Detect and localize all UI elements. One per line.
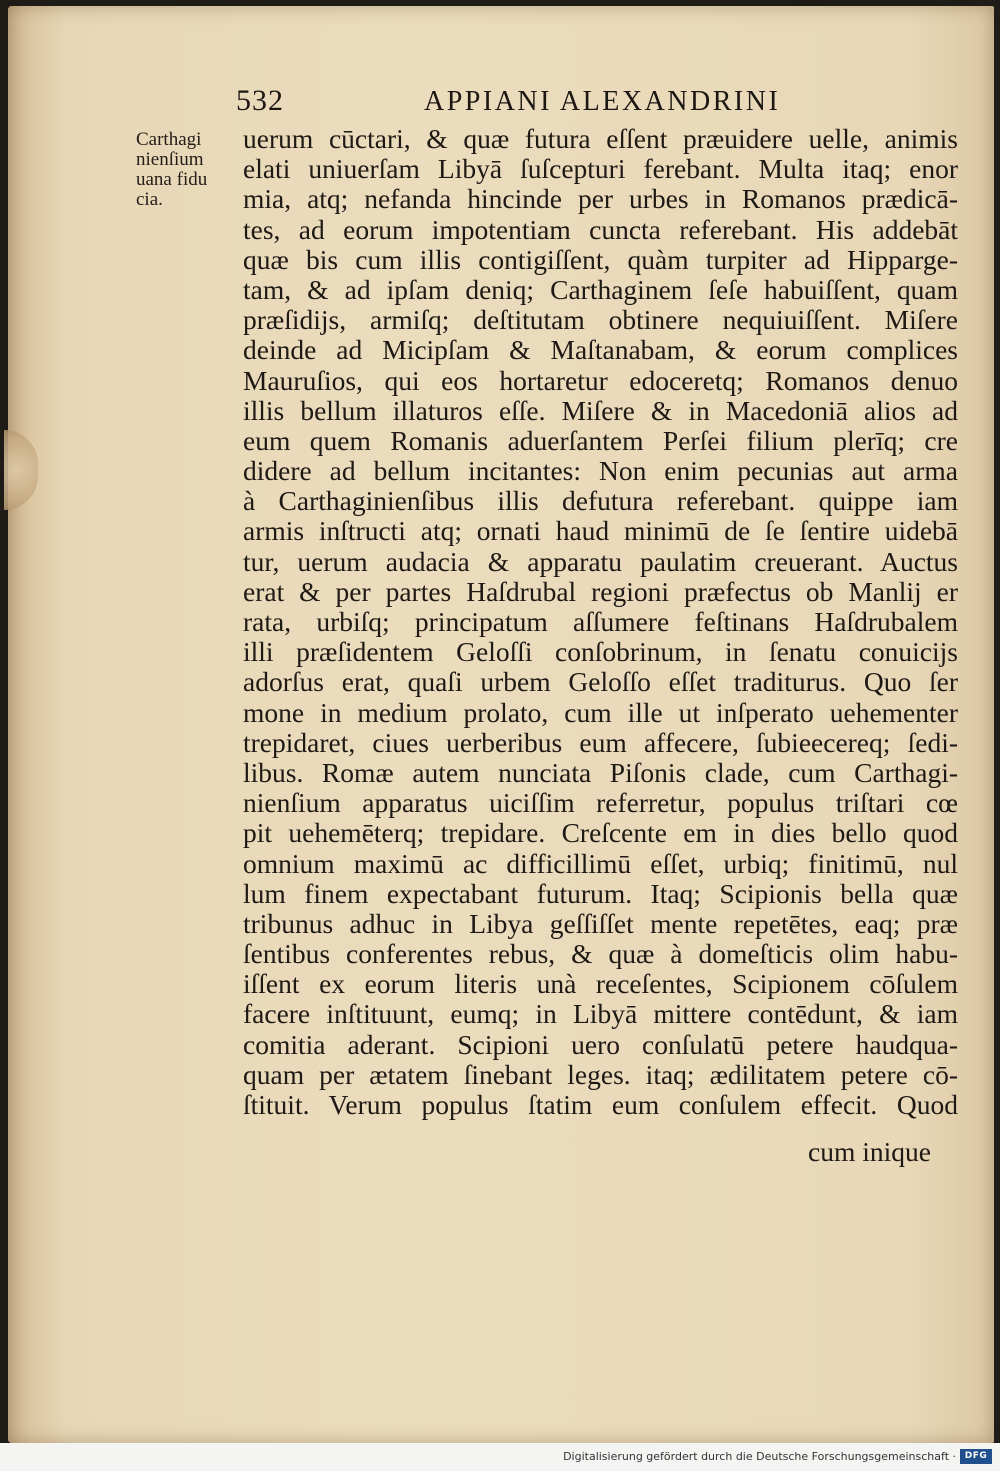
text-line: illis bellum illaturos eſſe. Miſere & in Macedoniā alios ad: [243, 395, 958, 426]
text-line: elati uniuerſam Libyā ſuſcepturi ferebant. Multa itaq; enor: [243, 154, 958, 185]
text-line: facere inſtituunt, eumq; in Libyā mittere contēdunt, & iam: [243, 999, 958, 1030]
text-line: mia, atq; nefanda hincinde per urbes in Romanos prædicā-: [243, 184, 958, 215]
text-line: uerum cūctari, & quæ futura eſſent præuidere uelle, animis: [243, 124, 958, 154]
text-line: ſentibus conferentes rebus, & quæ à domeſticis olim habu-: [243, 939, 958, 970]
text-line: nienſium apparatus uiciſſim referretur, populus triſtari cœ: [243, 788, 958, 819]
text-line: tam, & ad ipſam deniq; Carthaginem ſeſe habuiſſent, quam: [243, 274, 958, 305]
body-text: [243, 124, 958, 1120]
text-line: à Carthaginienſibus illis defutura referebant. quippe iam: [243, 486, 958, 517]
page-header: [236, 84, 956, 124]
text-line: armis inſtructi atq; ornati haud minimū de ſe ſentire uidebā: [243, 516, 958, 547]
text-line: ſtituit. Verum populus ſtatim eum conſulem effecit. Quod: [243, 1090, 958, 1120]
text-line: omnium maximū ac difficillimū eſſet, urbiq; finitimū, nul: [243, 848, 958, 879]
text-line: lum finem expectabant futurum. Itaq; Scipionis bella quæ: [243, 878, 958, 909]
marginal-note-line: Carthagi: [136, 129, 202, 150]
text-line: pit uehemēterq; trepidare. Creſcente em in dies bello quod: [243, 818, 958, 849]
text-line: comitia aderant. Scipioni uero conſulatū petere haudqua-: [243, 1029, 958, 1060]
marginal-note-line: nienſium: [136, 149, 204, 170]
text-line: quæ bis cum illis contigiſſent, quàm turpiter ad Hipparge-: [243, 244, 958, 275]
dfg-logo-icon: DFG: [960, 1449, 992, 1464]
text-line: rata, urbiſq; principatum aſſumere feſtinans Haſdrubalem: [243, 607, 958, 637]
text-line: trepidaret, ciues uerberibus eum affecere, ſubieecereq; ſedi-: [243, 727, 958, 758]
text-line: tur, uerum audacia & apparatu paulatim creuerant. Auctus: [243, 546, 958, 577]
funding-credit: Digitalisierung gefördert durch die Deutsche Forschungsgemeinschaft ·: [563, 1450, 956, 1463]
text-line: erat & per partes Haſdrubal regioni præfectus ob Manlij er: [243, 576, 958, 607]
text-line: illi præſidentem Geloſſi conſobrinum, in ſenatu conuicijs: [243, 637, 958, 668]
text-line: tribunus adhuc in Libya geſſiſſet mente repetētes, eaq; præ: [243, 908, 958, 939]
text-line: adorſus erat, quaſi urbem Geloſſo eſſet traditurus. Quo ſer: [243, 667, 958, 698]
digitization-footer: [0, 1443, 1000, 1471]
text-line: libus. Romæ autem nunciata Piſonis clade, cum Carthagi-: [243, 757, 958, 788]
page-number: 532: [236, 84, 284, 117]
catchword: cum inique: [808, 1136, 931, 1167]
running-head: APPIANI ALEXANDRINI: [424, 86, 781, 117]
marginal-note-line: uana fidu: [136, 169, 208, 190]
marginal-note-line: cia.: [136, 189, 163, 210]
text-line: didere ad bellum incitantes: Non enim pecunias aut arma: [243, 456, 958, 487]
text-line: eum quem Romanis aduerſantem Perſei filium plerīq; cre: [243, 425, 958, 456]
text-line: præſidijs, armiſq; deſtitutam obtinere nequiuiſſent. Miſere: [243, 305, 958, 336]
text-line: Mauruſios, qui eos hortaretur edoceretq; Romanos denuo: [243, 365, 958, 396]
text-line: deinde ad Micipſam & Maſtanabam, & eorum complices: [243, 335, 958, 366]
text-line: tes, ad eorum impotentiam cuncta referebant. His addebāt: [243, 214, 958, 245]
text-line: mone in medium prolato, cum ille ut inſperato uehementer: [243, 697, 958, 728]
marginal-note: [136, 130, 236, 210]
text-line: iſſent ex eorum literis unà receſentes, Scipionem cōſulem: [243, 969, 958, 1000]
text-line: quam per ætatem ſinebant leges. itaq; ædilitatem petere cō-: [243, 1059, 958, 1090]
